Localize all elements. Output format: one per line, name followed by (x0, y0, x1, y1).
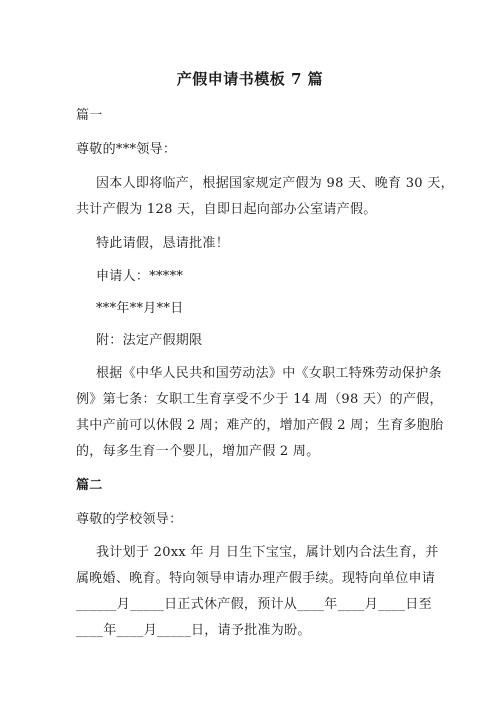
part1-law-line4: 的，每多生育一个婴儿，增加产假 2 周。 (76, 444, 320, 459)
part1-appendix: 附：法定产假期限 (96, 333, 203, 348)
part2-salutation: 尊敬的学校领导： (76, 512, 183, 527)
part1-salutation: 尊敬的***领导： (76, 142, 177, 157)
part2-body-line3: ______月_____日正式休产假，预计从____年____月____日至 (76, 597, 432, 612)
part1-law-line2: 例》第七条：女职工生育享受不少于 14 周（98 天）的产假， (76, 392, 443, 407)
part1-date: ***年**月**日 (96, 301, 184, 316)
part2-body-line1: 我计划于 20xx 年 月 日生下宝宝，属计划内合法生育，并 (96, 545, 439, 560)
part1-heading: 篇一 (76, 108, 103, 123)
part1-law-line1: 根据《中华人民共和国劳动法》中《女职工特殊劳动保护条 (96, 366, 442, 381)
part1-law-line3: 其中产前可以休假 2 周；难产的，增加产假 2 周；生育多胞胎 (76, 418, 444, 433)
part1-body-line2: 共计产假为 128 天，自即日起向部办公室请产假。 (76, 202, 377, 217)
part1-applicant: 申请人：***** (96, 269, 184, 284)
document-title: 产假申请书模板 7 篇 (176, 70, 324, 88)
part2-body-line2: 属晚婚、晚育。特向领导申请办理产假手续。现特向单位申请 (76, 571, 436, 586)
part2-heading: 篇二 (76, 478, 103, 493)
part1-body-line1: 因本人即将临产，根据国家规定产假为 98 天、晚育 30 天， (96, 176, 454, 191)
part2-body-line4: ____年____月_____日，请予批准为盼。 (76, 623, 311, 638)
part1-request: 特此请假，恳请批准！ (96, 236, 230, 251)
